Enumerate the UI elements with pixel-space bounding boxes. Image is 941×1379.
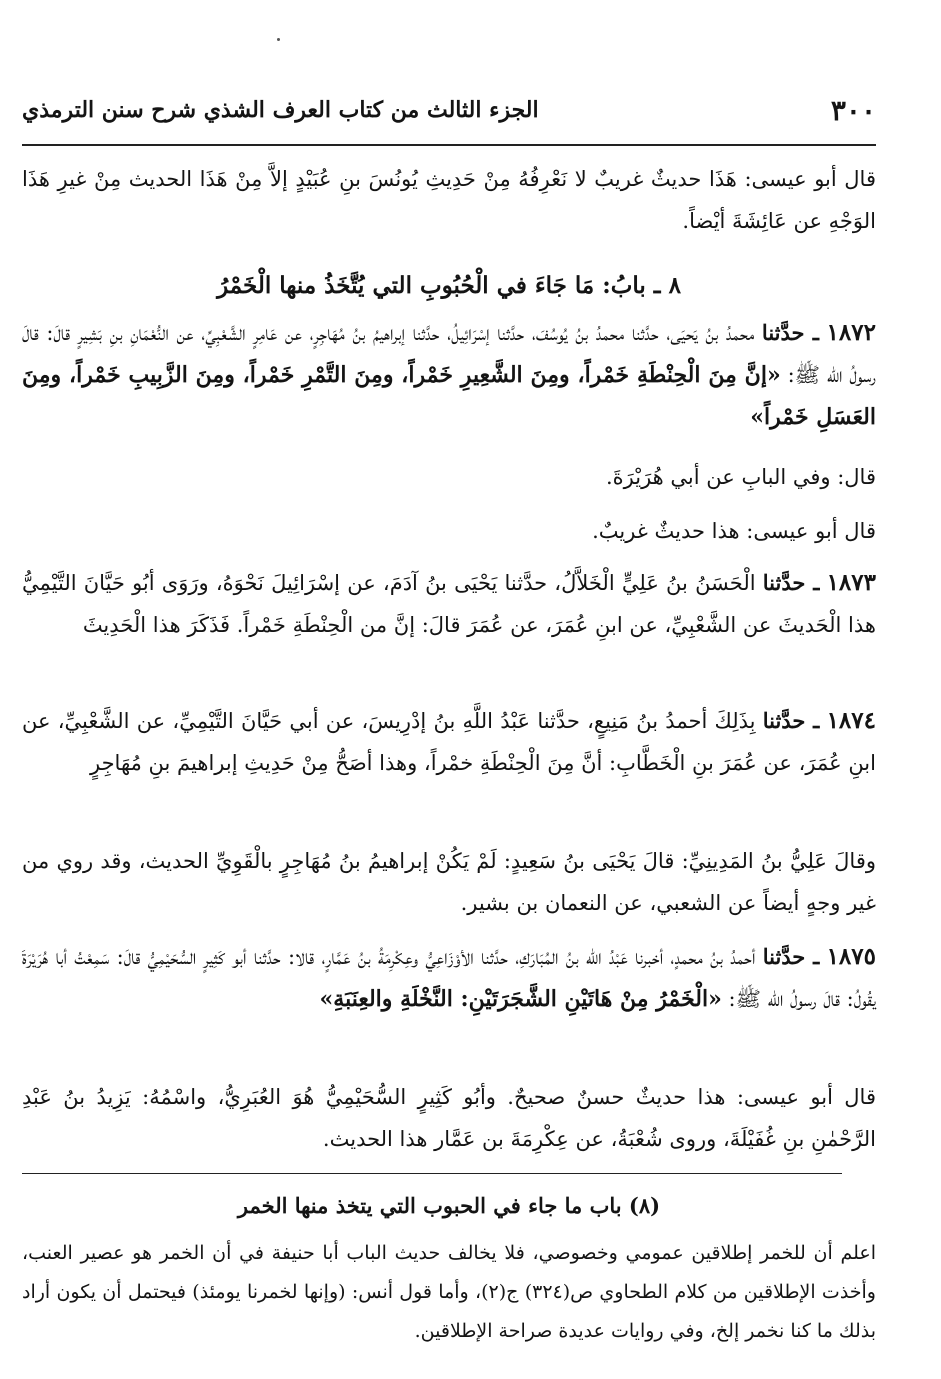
hadith-narration: الْحَسَنُ بنُ عَلِيٍّ الْخَلاَّلُ، حدَّثنا يَحْيَى بنُ آدَمَ، عن إسْرَائِيلَ نَحْوَهُ، ورَوَى أبُو حَيَّانَ التَّيْمِيُّ هذا الْحَديثَ عن الشَّعْبِيِّ، عن ابنِ عُمَرَ، عن عُمَرَ قالَ: إنَّ من الْحِنْطَةِ خَمْراً. فَذَكَرَ هذا الْحَدِيثَ bbox=[22, 571, 876, 637]
page-header bbox=[22, 88, 876, 132]
haddathana-keyword: ـ حدَّثنا bbox=[762, 570, 820, 595]
note-line: قال: وفي البابِ عن أبي هُرَيْرَةَ. bbox=[605, 465, 876, 489]
hadith-number: ١٨٧٢ bbox=[826, 319, 876, 346]
header-divider bbox=[22, 144, 876, 146]
hadith-number: ١٨٧٤ bbox=[826, 707, 876, 734]
hadith-1872 bbox=[22, 312, 876, 438]
haddathana-keyword: ـ حدَّثنا bbox=[762, 708, 820, 733]
hadith-number: ١٨٧٣ bbox=[826, 569, 876, 596]
note-line: قال أبو عيسى: هذا حديثٌ غريبٌ. bbox=[592, 519, 876, 543]
footnote-heading: (٨) باب ما جاء في الحبوب التي يتخذ منها الخمر bbox=[237, 1193, 661, 1218]
intro-paragraph bbox=[22, 158, 876, 242]
chapter-heading: ٨ ـ بابُ: مَا جَاءَ في الْحُبُوبِ التي يُتَّخَذُ منها الْخَمْرُ bbox=[217, 272, 681, 299]
haddathana-keyword: ـ حدَّثنا bbox=[761, 320, 819, 345]
scan-speck bbox=[277, 38, 280, 41]
hadith-1872-notes bbox=[22, 456, 876, 552]
footnote-body bbox=[22, 1234, 876, 1351]
hadith-1874 bbox=[22, 700, 876, 784]
note-text: قال أبو عيسى: هذا حديثٌ حسنٌ صحيحٌ. وأبُو كَثِيرٍ السُّحَيْمِيُّ هُوَ العُبَرِيُّ، واسْمُهُ: يَزِيدُ بنُ عَبْدِ الرَّحْمٰنِ بنِ غُفَيْلَةَ، وروى شُعْبَةُ، عن عِكْرِمَةَ بن عَمَّار هذا الحديث. bbox=[22, 1085, 876, 1151]
haddathana-keyword: ـ حدَّثنا bbox=[762, 944, 820, 969]
footnote-divider bbox=[22, 1173, 842, 1174]
intro-text: قال أبو عيسى: هَذَا حديثٌ غريبٌ لا نَعْرِفُهُ مِنْ حَدِيثِ يُونُسَ بنِ عُبَيْدٍ إلاَّ مِنْ هَذَا الحديث مِنْ غيرِ هَذَا الوَجْهِ عن عَائِشَةَ أيْضاً. bbox=[22, 167, 876, 233]
hadith-1873 bbox=[22, 562, 876, 646]
prophetic-quote: «إنَّ مِنَ الْحِنْطَةِ خَمْراً، ومِنَ الشَّعِيرِ خَمْراً، ومِنَ التَّمْرِ خَمْراً، ومِنَ الزَّبِيبِ خَمْراً، ومِنَ العَسَلِ خَمْراً» bbox=[22, 362, 876, 430]
hadith-narration: محمدُ بنُ يَحيَى، حدَّثنا محمدُ بنُ يُوسُفَ، حدَّثنا إسْرَائِيلُ، حدَّثنا إبراهيمُ بنُ مُهَاجِرٍ، عن عَامِرٍ الشَّعْبِيِّ، عن النُّعْمَانِ بنِ بَشِيرٍ قالَ: قالَ رسولُ الله ﷺ: bbox=[22, 321, 876, 387]
book-page bbox=[22, 0, 876, 1379]
note-text: وقالَ عَلِيُّ بنُ المَدِينِيِّ: قالَ يَحْيَى بنُ سَعِيدٍ: لَمْ يَكُنْ إبراهيمُ بنُ مُهَاجِرٍ بالْقَوِيِّ الحديث، وقد روي من غير وجهٍ أيضاً عن الشعبي، عن النعمان بن بشير. bbox=[22, 849, 876, 915]
hadith-1875 bbox=[22, 936, 876, 1020]
prophetic-quote: «الْخَمْرُ مِنْ هَاتَيْنِ الشَّجَرَتَيْنِ: النَّخْلَةِ والعِنَبَةِ» bbox=[319, 986, 722, 1012]
hadith-narration: أحمدُ بنُ محمدٍ، أخبرنا عَبْدُ الله بنُ المُبَارَكِ، حدَّثنا الأوْزَاعِيُّ وعِكْرِمَةُ بنُ عَمَّارٍ، قالا: حدَّثنا أبو كَثِيرٍ السُّحَيْمِيُّ قالَ: سَمِعْتُ أبا هُرَيْرَةَ يقُولُ: قالَ رسولُ الله ﷺ: bbox=[22, 945, 876, 1011]
hadith-1874-note bbox=[22, 840, 876, 924]
running-title: الجزء الثالث من كتاب العرف الشذي شرح سنن الترمذي bbox=[22, 97, 539, 123]
hadith-narration: بِذَلِكَ أحمدُ بنُ مَنِيعٍ، حدَّثنا عَبْدُ اللَّهِ بنُ إدْرِيسَ، عن أبي حَيَّانَ التَّيْمِيِّ، عن الشَّعْبِيِّ، عن ابنِ عُمَرَ، عن عُمَرَ بنِ الْخَطَّابِ: أنَّ مِنَ الْحِنْطَةِ خمْراً، وهذا أصَحُّ مِنْ حَدِيثِ إبراهيمَ بنِ مُهَاجِرٍ bbox=[22, 709, 876, 775]
footnote-text: اعلم أن للخمر إطلاقين عمومي وخصوصي، فلا يخالف حديث الباب أبا حنيفة في أن الخمر هو عصير العنب، وأخذت الإطلاقين من كلام الطحاوي ص(٣٢٤) ج(٢)، وأما قول أنس: (وإنها لخمرنا يومئذ) فيحتمل أن يكون أراد بذلك ما كنا نخمر إلخ، وفي روايات عديدة صراحة الإطلاقين. bbox=[22, 1242, 876, 1342]
hadith-number: ١٨٧٥ bbox=[826, 943, 876, 970]
page-number: ٣٠٠ bbox=[830, 93, 876, 127]
hadith-1875-note bbox=[22, 1076, 876, 1160]
